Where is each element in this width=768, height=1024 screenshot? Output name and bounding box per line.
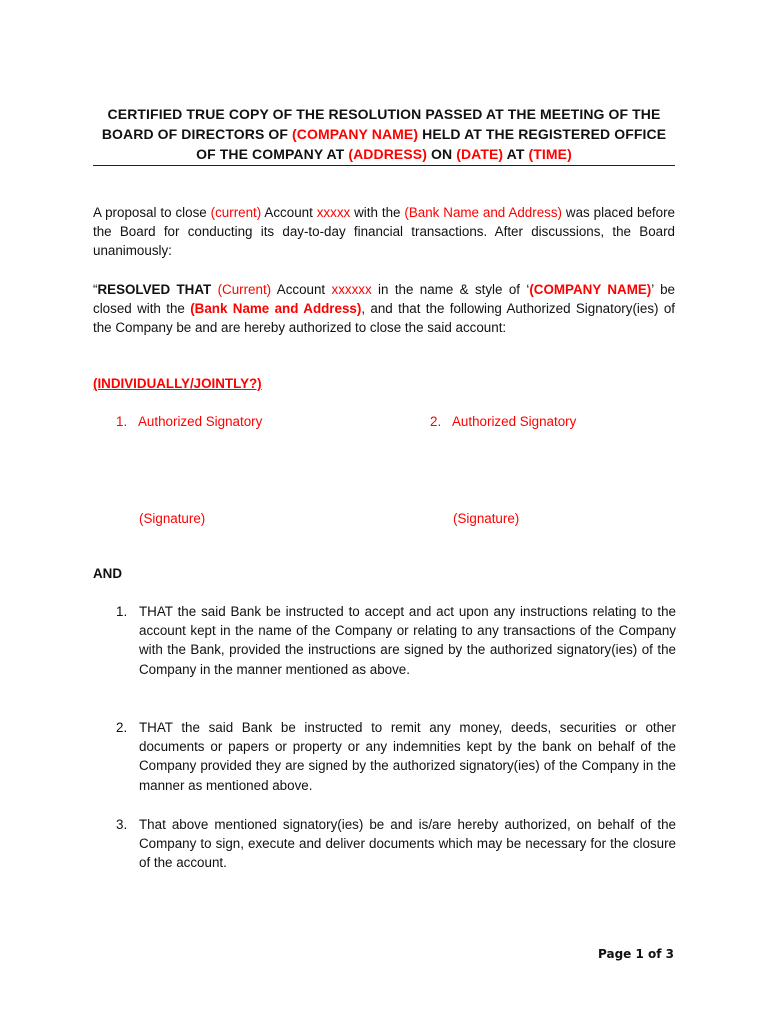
- title-time-placeholder: (TIME): [528, 146, 572, 162]
- proposal-paragraph: [93, 203, 675, 261]
- title-text-on: ON: [427, 146, 457, 162]
- and-label: AND: [93, 566, 123, 581]
- clause-text: That above mentioned signatory(ies) be and is/are hereby authorized, on behalf of the Company to sign, execute and deliver documents which may be necessary for the closure of the account.: [139, 817, 676, 871]
- clause-item: [116, 718, 676, 795]
- proposal-text-a: A proposal to close: [93, 205, 211, 220]
- resolved-paragraph: [93, 280, 675, 338]
- signatory-2: [430, 412, 576, 431]
- title-date-placeholder: (DATE): [456, 146, 504, 162]
- resolved-text-c: ’ be closed with the: [93, 282, 675, 317]
- proposal-account-placeholder: xxxxx: [316, 205, 351, 220]
- resolved-bank-placeholder: (Bank Name and Address): [190, 301, 362, 317]
- signatory-2-number: 2.: [430, 414, 442, 429]
- title-text-1: CERTIFIED TRUE COPY OF THE RESOLUTION PASSED AT THE MEETING OF THE BOARD OF DIRECTORS OF: [101, 106, 661, 142]
- individually-jointly-heading: (INDIVIDUALLY/JOINTLY?): [93, 376, 262, 391]
- signature-1: (Signature): [139, 511, 206, 526]
- resolved-that-label: RESOLVED THAT: [97, 282, 212, 297]
- signatory-1: [116, 412, 262, 431]
- title-text-at: AT: [503, 146, 529, 162]
- page-number: Page 1 of 3: [598, 947, 674, 961]
- proposal-text-d: was placed before the Board for conducting its day-to-day financial transactions. After discussions, the Board unanimously:: [93, 205, 675, 259]
- clause-text: THAT the said Bank be instructed to remit any money, deeds, securities or other documents or papers or property or any indemnities kept by the bank on behalf of the Company provided they are signed by the authorized signatory(ies) of the Company in the manner as mentioned above.: [139, 720, 676, 793]
- clause-item: [116, 815, 676, 873]
- clause-text: THAT the said Bank be instructed to accept and act upon any instructions relating to the account kept in the name of the Company or relating to any transactions of the Company with the Bank, provided the instructions are signed by the authorized signatory(ies) of the Company in the manner mentioned as above.: [139, 604, 676, 677]
- signatory-1-number: 1.: [116, 414, 128, 429]
- clause-number: 3.: [116, 817, 128, 832]
- resolved-text-d: , and that the following Authorized Signatory(ies) of the Company be and are hereby authorized to close the said account:: [93, 301, 676, 336]
- signature-2: (Signature): [453, 511, 520, 526]
- signatory-1-label: Authorized Signatory: [138, 414, 263, 429]
- title-underline: [93, 165, 675, 166]
- clause-item: [116, 602, 676, 679]
- resolved-text-b: in the name & style of ‘: [371, 282, 530, 297]
- clause-number: 1.: [116, 604, 128, 619]
- title-company-placeholder: (COMPANY NAME): [292, 126, 419, 142]
- proposal-current-placeholder: (current): [210, 205, 262, 220]
- resolved-open-quote: “: [93, 282, 98, 297]
- resolved-text-a: Account: [271, 282, 332, 297]
- resolution-title: [93, 104, 675, 164]
- proposal-text-c: with the: [350, 205, 405, 220]
- proposal-text-b: Account: [261, 205, 317, 220]
- title-text-2: HELD AT THE REGISTERED OFFICE OF THE COMPANY AT: [196, 126, 667, 162]
- signatory-2-label: Authorized Signatory: [452, 414, 577, 429]
- resolved-company-placeholder: (COMPANY NAME): [529, 282, 652, 297]
- title-address-placeholder: (ADDRESS): [348, 146, 427, 162]
- resolved-current-placeholder: (Current): [217, 282, 272, 297]
- clause-number: 2.: [116, 720, 128, 735]
- proposal-bank-placeholder: (Bank Name and Address): [404, 205, 563, 220]
- resolved-account-placeholder: xxxxxx: [331, 282, 372, 297]
